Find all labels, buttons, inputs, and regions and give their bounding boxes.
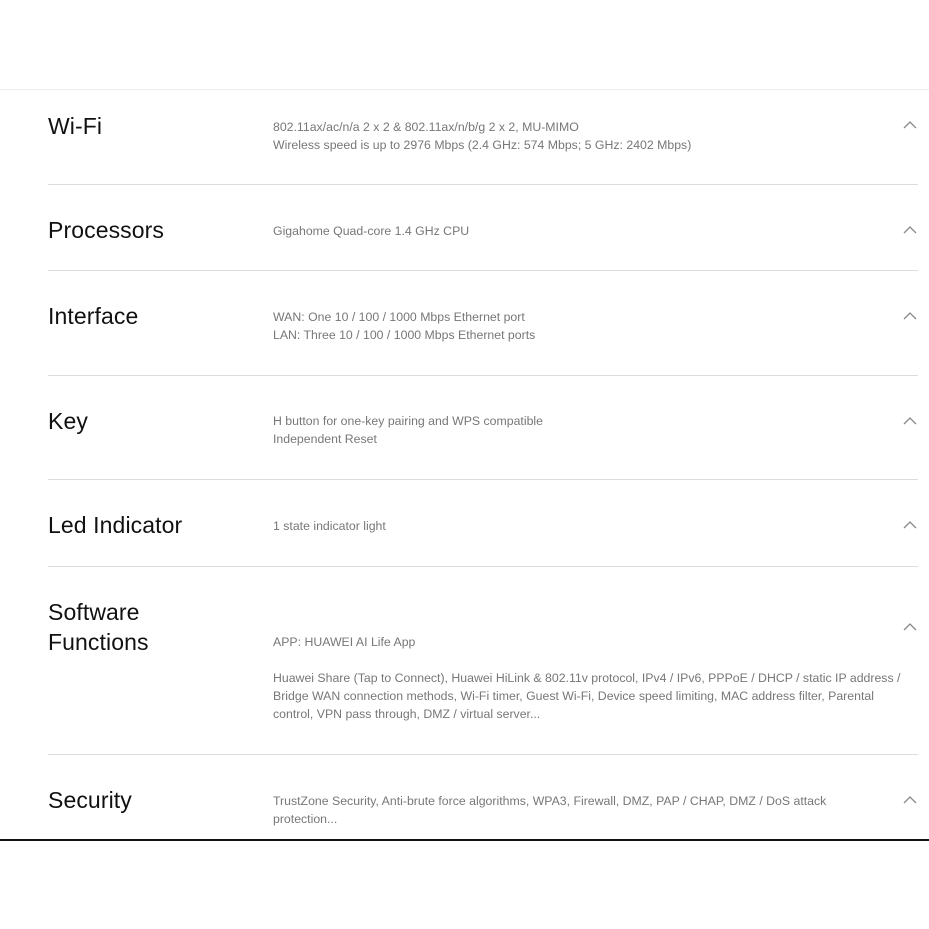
spec-title-line: Software [48, 599, 140, 625]
spec-line: LAN: Three 10 / 100 / 1000 Mbps Ethernet ports [273, 328, 536, 342]
chevron-up-icon[interactable] [902, 224, 918, 236]
spec-line: Independent Reset [273, 432, 377, 446]
spec-detail [273, 633, 903, 723]
spec-row-led-indicator[interactable] [48, 480, 918, 567]
chevron-up-icon[interactable] [902, 621, 918, 633]
spec-detail [273, 308, 903, 344]
spec-row-interface[interactable] [48, 271, 918, 376]
spec-line: 1 state indicator light [273, 519, 386, 533]
spec-detail [273, 792, 863, 828]
spec-detail [273, 222, 903, 240]
spec-row-processors[interactable] [48, 185, 918, 271]
spec-line: TrustZone Security, Anti-brute force algorithms, WPA3, Firewall, DMZ, PAP / CHAP, DMZ / DoS attack protection... [273, 794, 827, 826]
spec-detail [273, 412, 903, 448]
spec-line: Gigahome Quad-core 1.4 GHz CPU [273, 224, 470, 238]
spec-title: Processors [48, 217, 165, 243]
spec-line: H button for one-key pairing and WPS compatible [273, 414, 543, 428]
chevron-up-icon[interactable] [902, 794, 918, 806]
spec-title: Security [48, 787, 132, 813]
spec-title [48, 597, 248, 657]
spec-row-security[interactable] [48, 755, 918, 840]
spec-title: Led Indicator [48, 512, 183, 538]
spec-title: Key [48, 408, 88, 434]
spec-line: WAN: One 10 / 100 / 1000 Mbps Ethernet port [273, 310, 525, 324]
spec-list [0, 90, 929, 840]
spec-row-wifi[interactable] [48, 90, 918, 185]
spec-detail [273, 118, 903, 154]
spec-row-key[interactable] [48, 376, 918, 480]
chevron-up-icon[interactable] [902, 519, 918, 531]
spec-line: APP: HUAWEI AI Life App [273, 635, 416, 649]
spec-row-software-functions[interactable] [48, 567, 918, 755]
spec-title-line: Functions [48, 629, 149, 655]
spec-line: Wireless speed is up to 2976 Mbps (2.4 GHz: 574 Mbps; 5 GHz: 2402 Mbps) [273, 138, 692, 152]
chevron-up-icon[interactable] [902, 415, 918, 427]
bottom-divider [0, 839, 929, 841]
spec-title: Interface [48, 303, 139, 329]
spec-detail [273, 517, 903, 535]
chevron-up-icon[interactable] [902, 119, 918, 131]
spec-line: Huawei Share (Tap to Connect), Huawei HiLink & 802.11v protocol, IPv4 / IPv6, PPPoE / DHCP / static IP address / Bridge WAN connection methods, Wi-Fi timer, Guest Wi-Fi, Device speed limiting, MAC address filter, Parental control, VPN pass through, DMZ / virtual server... [273, 671, 901, 721]
chevron-up-icon[interactable] [902, 310, 918, 322]
spec-line: 802.11ax/ac/n/a 2 x 2 & 802.11ax/n/b/g 2 x 2, MU-MIMO [273, 120, 579, 134]
spec-title: Wi-Fi [48, 113, 103, 139]
